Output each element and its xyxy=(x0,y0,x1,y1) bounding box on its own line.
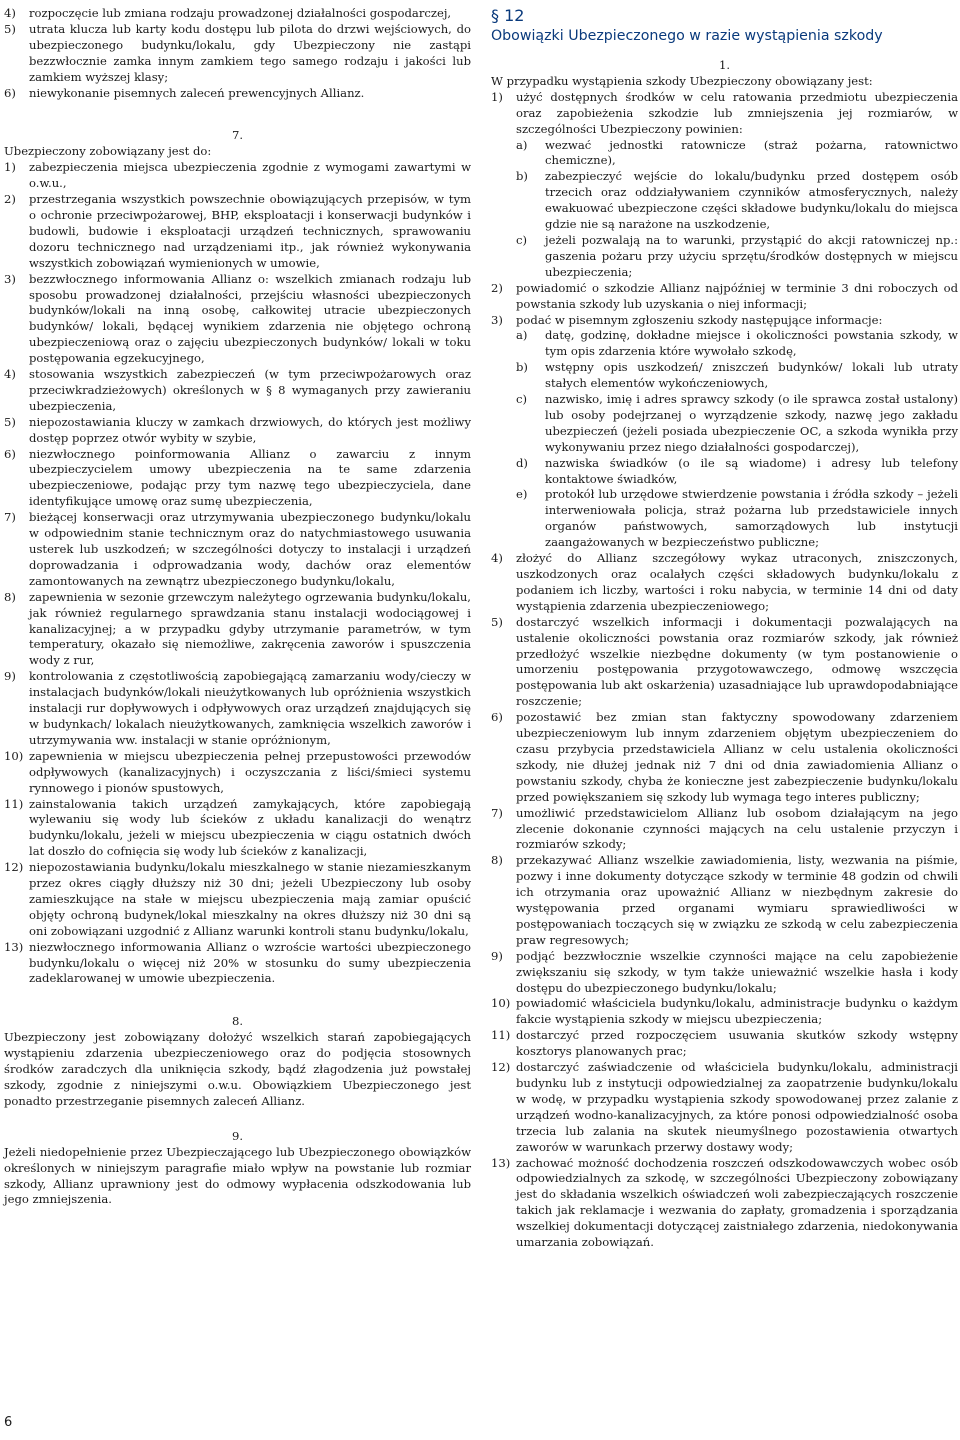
list-item xyxy=(491,281,958,313)
item-number: 6) xyxy=(4,85,16,100)
sub-item-letter: b) xyxy=(516,360,528,375)
list-item xyxy=(4,86,471,102)
item-text: przestrzegania wszystkich powszechnie obowiązujących przepisów, w tym o ochronie przeciwpożarowej, BHP, eksploatacji i konserwacji budynków i budowli, budowie i eksploatacji urządzeń technicznych, sprawowaniu dozoru technicznego nad urządzeniami itp., jak również wykonywania wszystkich zobowiązań wymienionych w umowie, xyxy=(29,192,471,270)
item-number: 12) xyxy=(491,1060,511,1075)
list-item xyxy=(4,590,471,670)
item-text: pozostawić bez zmian stan faktyczny spowodowany zdarzeniem ubezpieczeniowym lub innym zdarzeniem objętym ubezpieczeniem do czasu przybycia przedstawiciela Allianz w celu ustalenia okoliczności szkody, nie dłużej jednak niż 7 dni od dnia zawiadomienia Allianz o powstaniu szkody, chyba że konieczne jest zabezpieczenie budynku/lokalu przed powiększaniem się szkody lub wymaga tego interes publiczny; xyxy=(516,710,958,804)
sub-item-text: nazwisko, imię i adres sprawcy szkody (o ile sprawca został ustalony) lub osoby podejrzanej o wyrządzenie szkody, nazwę jego zakładu ubezpieczeń (jeżeli posiada ubezpieczenie OC, a szkoda wynikła przy wykonywaniu przez niego działalności gospodarczej), xyxy=(545,392,958,454)
item-number: 11) xyxy=(4,796,24,811)
sub-item-text: wezwać jednostki ratownicze (straż pożarna, ratownictwo chemiczne), xyxy=(545,137,958,168)
paragraph-7-intro: Ubezpieczony zobowiązany jest do: xyxy=(4,144,212,159)
sub-item xyxy=(516,392,958,456)
sub-item-text: protokół lub urzędowe stwierdzenie powstania i źródła szkody – jeżeli interweniowała policja, straż pożarna lub przedstawiciele innych organów państwowych, samorządowych lub instytucji zaangażowanych w bezpieczeństwo publiczne; xyxy=(545,487,958,550)
sub-item xyxy=(516,169,958,233)
paragraph-7-list xyxy=(4,160,471,987)
sub-list xyxy=(516,138,958,281)
item-number: 6) xyxy=(4,446,16,461)
item-number: 9) xyxy=(491,948,503,963)
list-item xyxy=(491,853,958,948)
sub-item xyxy=(516,138,958,170)
list-item xyxy=(4,669,471,749)
sub-item-text: wstępny opis uszkodzeń/ zniszczeń budynków/ lokali lub utraty stałych elementów wykończeniowych, xyxy=(545,360,958,391)
item-number: 5) xyxy=(4,21,16,36)
item-text: umożliwić przedstawicielom Allianz lub osobom działającym na jego zlecenie dokonanie czynności mających na celu ustalenie przyczyn i rozmiarów szkody; xyxy=(516,805,958,852)
item-number: 10) xyxy=(4,748,24,763)
sub-item-letter: b) xyxy=(516,169,528,184)
item-number: 5) xyxy=(491,614,503,629)
sub-item-letter: a) xyxy=(516,328,528,343)
paragraph-8-number: 8. xyxy=(231,1014,244,1029)
item-text: niezwłocznego poinformowania Allianz o zawarciu z innym ubezpieczycielem umowy ubezpieczenia na te same zdarzenia ubezpieczeniowe, podając przy tym nazwę tego ubezpieczyciela, dane identyfikujące umowę oraz sumę ubezpieczenia, xyxy=(29,446,471,509)
item-text: niewykonanie pisemnych zaleceń prewencyjnych Allianz. xyxy=(29,85,365,100)
sub-item xyxy=(516,328,958,360)
item-text: niepozostawiania budynku/lokalu mieszkalnego w stanie niezamieszkanym przez okres ciągły dłuższy niż 30 dni; jeżeli Ubezpieczony lub osoby zamieszkujące na stałe w miejscu ubezpieczenia mają zamiar opuścić objęty ochroną budynek/lokal mieszkalny na okres dłuższy niż 30 dni są oni zobowiązani uzgodnić z Allianz warunki kontroli stanu budynku/lokalu, xyxy=(29,860,471,938)
list-item xyxy=(491,313,958,552)
list-item xyxy=(491,996,958,1028)
item-text: dostarczyć przed rozpoczęciem usuwania skutków szkody wstępny kosztorys planowanych prac; xyxy=(516,1028,958,1059)
item-number: 13) xyxy=(4,939,24,954)
item-number: 5) xyxy=(4,414,16,429)
item-number: 6) xyxy=(491,710,503,725)
sub-item-text: zabezpieczyć wejście do lokalu/budynku przed dostępem osób trzecich oraz oddziaływaniem czynników atmosferycznych, należy ewakuować ubezpieczone części składowe budynku/lokalu do miejsca gdzie nie są narażone na uszkodzenie, xyxy=(545,169,958,232)
item-number: 3) xyxy=(491,312,503,327)
item-number: 2) xyxy=(491,280,503,295)
item-number: 11) xyxy=(491,1028,511,1043)
list-item xyxy=(491,90,958,281)
item-number: 2) xyxy=(4,192,16,207)
list-item xyxy=(4,22,471,86)
list-item xyxy=(4,510,471,590)
item-text: złożyć do Allianz szczegółowy wykaz utraconych, zniszczonych, uszkodzonych oraz ocalałych części składowych budynku/lokalu z podaniem ich liczby, wartości i roku nabycia, w terminie 14 dni od daty wystąpienia zdarzenia ubezpieczeniowego; xyxy=(516,551,958,613)
sub-item-text: jeżeli pozwalają na to warunki, przystąpić do akcji ratowniczej np.: gaszenia pożaru przy użyciu sprzętu/środków dostępnych w miejscu ubezpieczenia; xyxy=(545,232,958,279)
list-item xyxy=(4,6,471,22)
list-item xyxy=(491,1060,958,1155)
list-item xyxy=(491,1156,958,1251)
list-item xyxy=(4,749,471,797)
list-item xyxy=(491,949,958,997)
item-number: 13) xyxy=(491,1155,511,1170)
item-text: użyć dostępnych środków w celu ratowania przedmiotu ubezpieczenia oraz zapobieżenia szkodzie lub zmniejszenia jej rozmiarów, w szczególności Ubezpieczony powinien: xyxy=(516,89,958,136)
paragraph-9-text: Jeżeli niedopełnienie przez Ubezpieczającego lub Ubezpieczonego obowiązków określonych w niniejszym paragrafie miało wpływ na powstanie lub rozmiar szkody, Allianz uprawniony jest do odmowy wypłacenia odszkodowania lub jego zmniejszenia. xyxy=(4,1144,471,1207)
item-text: rozpoczęcie lub zmiana rodzaju prowadzonej działalności gospodarczej, xyxy=(29,6,452,20)
paragraph-8-text: Ubezpieczony jest zobowiązany dołożyć wszelkich starań zapobiegających wystąpieniu zdarzenia ubezpieczeniowego oraz do podjęcia stosownych środków zaradczych dla uniknięcia szkody, bądź złagodzenia już powstałej szkody, zgodnie z niniejszymi o.w.u. Obowiązkiem Ubezpieczonego jest ponadto przestrzeganie pisemnych zaleceń Allianz. xyxy=(4,1030,471,1108)
continued-list xyxy=(4,6,471,101)
item-text: niepozostawiania kluczy w zamkach drzwiowych, do których jest możliwy dostęp poprzez otwór wybity w szybie, xyxy=(29,414,471,445)
section-title: Obowiązki Ubezpieczonego w razie wystąpienia szkody xyxy=(491,28,883,44)
item-text: przekazywać Allianz wszelkie zawiadomienia, listy, wezwania na piśmie, pozwy i inne dokumenty dotyczące szkody w terminie 48 godzin od chwili ich otrzymania oraz upoważnić Allianz w niezbędnym zakresie do występowania przed organami wymiaru sprawiedliwości w postępowaniach toczących się w związku ze szkodą w celu zabezpieczenia praw regresowych; xyxy=(516,853,958,947)
list-item xyxy=(4,367,471,415)
item-number: 9) xyxy=(4,669,16,684)
item-number: 3) xyxy=(4,271,16,286)
item-text: zachować możność dochodzenia roszczeń odszkodowawczych wobec osób odpowiedzialnych za szkodę, w szczególności Ubezpieczony zobowiązany jest do składania wszelkich oświadczeń woli zabezpieczających roszczenie takich jak reklamacje i wezwania do zapłaty, gromadzenia i sporządzania wszelkiej dokumentacji dotyczącej zaistniałego zdarzenia, niedokonywania umarzania zobowiązań. xyxy=(516,1155,958,1250)
item-number: 7) xyxy=(491,805,503,820)
list-item xyxy=(4,940,471,988)
list-item xyxy=(4,447,471,511)
sub-list xyxy=(516,328,958,551)
item-text: stosowania wszystkich zabezpieczeń (w tym przeciwpożarowych oraz przeciwkradzieżowych) określonych w § 8 wymaganych przy zawieraniu ubezpieczenia, xyxy=(29,367,471,413)
item-text: bieżącej konserwacji oraz utrzymywania ubezpieczonego budynku/lokalu w odpowiednim stanie technicznym oraz do natychmiastowego usuwania usterek lub uszkodzeń; w szczególności dotyczy to instalacji i urządzeń doprowadzania i odprowadzania wody, dachów oraz elementów zamontowanych na zewnątrz ubezpieczonego budynku/lokalu, xyxy=(29,510,471,588)
item-text: podjąć bezzwłocznie wszelkie czynności mające na celu zapobieżenie zwiększaniu się szkody, w tym także unieważnić wszelkie hasła i kody dostępu do ubezpieczonego budynku/lokalu; xyxy=(516,948,958,995)
item-text: dostarczyć wszelkich informacji i dokumentacji pozwalających na ustalenie okoliczności powstania oraz rozmiarów szkody, jak również przedłożyć wszelkie niezbędne dokumenty (w tym postanowienie o umorzeniu postępowania przygotowawczego, odmowę wszczęcia postępowania lub akt oskarżenia) uzasadniające lub uprawdopodabniające roszczenie; xyxy=(516,614,958,709)
right-column xyxy=(491,6,958,1251)
item-text: zabezpieczenia miejsca ubezpieczenia zgodnie z wymogami zawartymi w o.w.u., xyxy=(29,160,471,191)
list-item xyxy=(4,160,471,192)
item-text: podać w pisemnym zgłoszeniu szkody następujące informacje: xyxy=(516,312,883,327)
sub-item xyxy=(516,233,958,281)
list-item xyxy=(4,860,471,940)
item-number: 4) xyxy=(491,551,503,566)
item-number: 7) xyxy=(4,510,16,525)
list-item xyxy=(4,272,471,367)
sub-item-letter: d) xyxy=(516,455,528,470)
list-item xyxy=(4,192,471,272)
paragraph-1-number: 1. xyxy=(718,58,731,72)
sub-item-letter: a) xyxy=(516,137,528,152)
list-item xyxy=(491,1028,958,1060)
paragraph-9-number: 9. xyxy=(231,1128,244,1143)
item-text: niezwłocznego informowania Allianz o wzroście wartości ubezpieczonego budynku/lokalu o więcej niż 20% w stosunku do sumy ubezpieczenia zadeklarowanej w umowie ubezpieczenia. xyxy=(29,939,471,986)
item-number: 1) xyxy=(491,89,503,104)
sub-item xyxy=(516,456,958,488)
left-column xyxy=(4,6,471,1208)
list-item xyxy=(491,806,958,854)
item-text: kontrolowania z częstotliwością zapobiegającą zamarzaniu wody/cieczy w instalacjach budynków/lokali nieużytkowanych lub opróżnienia wszystkich instalacji rur dopływowych i odpływowych oraz urządzeń znajdujących się w budynkach/ lokalach nieużytkowanych, zamknięcia wszelkich zaworów i utrzymywania ww. instalacji w stanie opróżnionym, xyxy=(29,669,471,747)
item-text: dostarczyć zaświadczenie od właściciela budynku/lokalu, administracji budynku lub z instytucji odpowiedzialnej za zaopatrzenie budynku/lokalu w wodę, w przypadku wystąpienia szkody spowodowanej przez zalanie z urządzeń wodno-kanalizacyjnych, za które ponosi odpowiedzialność osoba trzecia lub zalania na skutek nieumyślnego pozostawienia otwartych zaworów w warunkach przerwy dostawy wody; xyxy=(516,1060,958,1154)
sub-item-text: datę, godzinę, dokładne miejsce i okoliczności powstania szkody, w tym opis zdarzenia które wywołało szkodę, xyxy=(545,328,958,359)
item-text: zapewnienia w sezonie grzewczym należytego ogrzewania budynku/lokalu, jak również regularnego sprawdzania stanu instalacji wodociągowej i kanalizacyjnej; a w przypadku gdyby utrzymanie parametrów, w tym temperatury, okazało się niemożliwe, zakręcenia zaworów i spuszczenia wody z rur, xyxy=(29,589,471,668)
list-item xyxy=(4,797,471,861)
item-text: zapewnienia w miejscu ubezpieczenia pełnej przepustowości przewodów odpływowych (kanalizacyjnych) i oczyszczania z liści/śmieci systemu rynnowego i pionów spustowych, xyxy=(29,748,471,795)
item-number: 4) xyxy=(4,367,16,382)
list-item xyxy=(491,551,958,615)
item-number: 1) xyxy=(4,160,16,175)
sub-item-text: nazwiska świadków (o ile są wiadome) i adresy lub telefony kontaktowe świadków, xyxy=(545,455,958,486)
list-item xyxy=(491,615,958,710)
item-number: 8) xyxy=(4,589,16,604)
item-text: utrata klucza lub karty kodu dostępu lub pilota do drzwi wejściowych, do ubezpieczonego budynku/lokalu, gdy Ubezpieczony nie zastąpi bezzwłocznie zamka innym zamkiem tego samego rodzaju i jakości lub zamkiem wyższej klasy; xyxy=(29,21,471,84)
item-text: bezzwłocznego informowania Allianz o: wszelkich zmianach rodzaju lub sposobu prowadzonej działalności, przejściu własności ubezpieczonych budynków/lokali na inną osobę, całkowitej utracie ubezpieczonych budynków/ lokali, będącej wynikiem zdarzenia nie objętego ochroną ubezpieczeniową oraz o zajęciu ubezpieczonych budynków/ lokali w toku postępowania egzekucyjnego, xyxy=(29,271,471,366)
list-item xyxy=(4,415,471,447)
item-number: 4) xyxy=(4,6,16,20)
paragraph-7-number: 7. xyxy=(231,128,244,143)
section-symbol: § 12 xyxy=(491,6,525,25)
page-number: 6 xyxy=(4,1415,13,1430)
item-text: powiadomić o szkodzie Allianz najpóźniej w terminie 3 dni roboczych od powstania szkody lub uzyskania o niej informacji; xyxy=(516,280,958,311)
sub-item xyxy=(516,360,958,392)
sub-item-letter: c) xyxy=(516,392,528,407)
sub-item-letter: c) xyxy=(516,232,528,247)
paragraph-1-intro: W przypadku wystąpienia szkody Ubezpieczony obowiązany jest: xyxy=(491,73,873,88)
item-number: 10) xyxy=(491,996,511,1011)
item-number: 8) xyxy=(491,853,503,868)
item-text: zainstalowania takich urządzeń zamykających, które zapobiegają wylewaniu się wody lub ścieków z układu kanalizacji do wenątrz budynku/lokalu, jeżeli w miejscu ubezpieczenia w ciągu ostatnich dwóch lat doszło do cofnięcia się wody lub ścieków z kanalizacji, xyxy=(29,796,471,859)
sub-item xyxy=(516,487,958,551)
list-item xyxy=(491,710,958,805)
paragraph-1-list xyxy=(491,90,958,1251)
item-text: powiadomić właściciela budynku/lokalu, administracje budynku o każdym fakcie wystąpienia szkody w miejscu ubezpieczenia; xyxy=(516,996,958,1027)
sub-item-letter: e) xyxy=(516,487,528,502)
item-number: 12) xyxy=(4,860,24,875)
